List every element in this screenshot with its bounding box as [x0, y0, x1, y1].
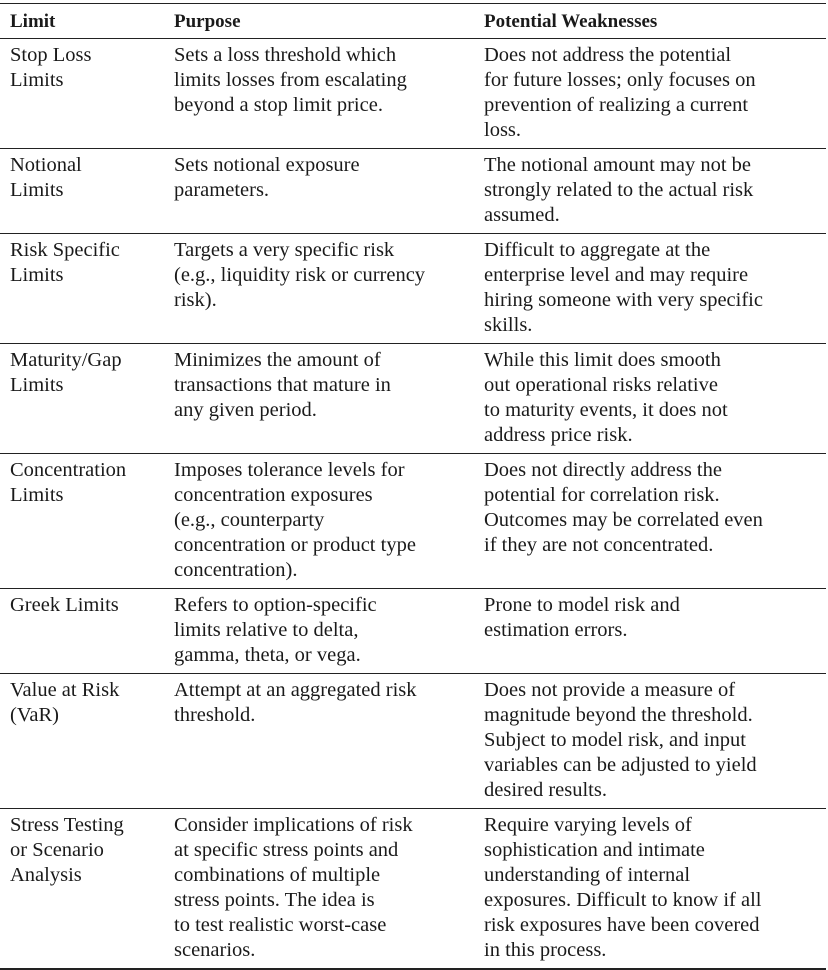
purpose-cell: Refers to option-specific limits relative to delta, gamma, theta, or vega.	[164, 589, 474, 674]
limit-cell: Notional Limits	[0, 149, 164, 234]
header-purpose: Purpose	[164, 4, 474, 39]
purpose-cell: Minimizes the amount of transactions that mature in any given period.	[164, 344, 474, 454]
limit-cell: Greek Limits	[0, 589, 164, 674]
purpose-cell: Targets a very specific risk (e.g., liquidity risk or currency risk).	[164, 234, 474, 344]
limit-cell: Value at Risk (VaR)	[0, 674, 164, 809]
weakness-cell: Require varying levels of sophistication and intimate understanding of internal exposures. Difficult to know if all risk exposures have been covered in this process.	[474, 809, 826, 970]
table-row	[0, 674, 826, 809]
purpose-cell: Sets notional exposure parameters.	[164, 149, 474, 234]
weakness-cell: While this limit does smooth out operational risks relative to maturity events, it does not address price risk.	[474, 344, 826, 454]
weakness-cell: Does not directly address the potential for correlation risk. Outcomes may be correlated even if they are not concentrated.	[474, 454, 826, 589]
purpose-cell: Attempt at an aggregated risk threshold.	[164, 674, 474, 809]
limit-cell: Stop Loss Limits	[0, 39, 164, 149]
purpose-cell: Sets a loss threshold which limits losses from escalating beyond a stop limit price.	[164, 39, 474, 149]
table-row	[0, 454, 826, 589]
purpose-cell: Consider implications of risk at specific stress points and combinations of multiple stress points. The idea is to test realistic worst-case scenarios.	[164, 809, 474, 970]
table-row	[0, 149, 826, 234]
limit-cell: Risk Specific Limits	[0, 234, 164, 344]
weakness-cell: Difficult to aggregate at the enterprise level and may require hiring someone with very specific skills.	[474, 234, 826, 344]
weakness-cell: The notional amount may not be strongly related to the actual risk assumed.	[474, 149, 826, 234]
purpose-cell: Imposes tolerance levels for concentration exposures (e.g., counterparty concentration or product type concentration).	[164, 454, 474, 589]
risk-limits-table	[0, 3, 826, 970]
header-potential-weaknesses: Potential Weaknesses	[474, 4, 826, 39]
table-row	[0, 39, 826, 149]
limit-cell: Stress Testing or Scenario Analysis	[0, 809, 164, 970]
table-row	[0, 809, 826, 970]
table-body	[0, 39, 826, 970]
table-header	[0, 4, 826, 39]
header-limit: Limit	[0, 4, 164, 39]
table-row	[0, 589, 826, 674]
limit-cell: Maturity/Gap Limits	[0, 344, 164, 454]
weakness-cell: Does not provide a measure of magnitude beyond the threshold. Subject to model risk, and input variables can be adjusted to yield desired results.	[474, 674, 826, 809]
weakness-cell: Prone to model risk and estimation errors.	[474, 589, 826, 674]
table-row	[0, 344, 826, 454]
limit-cell: Concentration Limits	[0, 454, 164, 589]
header-row	[0, 4, 826, 39]
weakness-cell: Does not address the potential for future losses; only focuses on prevention of realizing a current loss.	[474, 39, 826, 149]
table-row	[0, 234, 826, 344]
